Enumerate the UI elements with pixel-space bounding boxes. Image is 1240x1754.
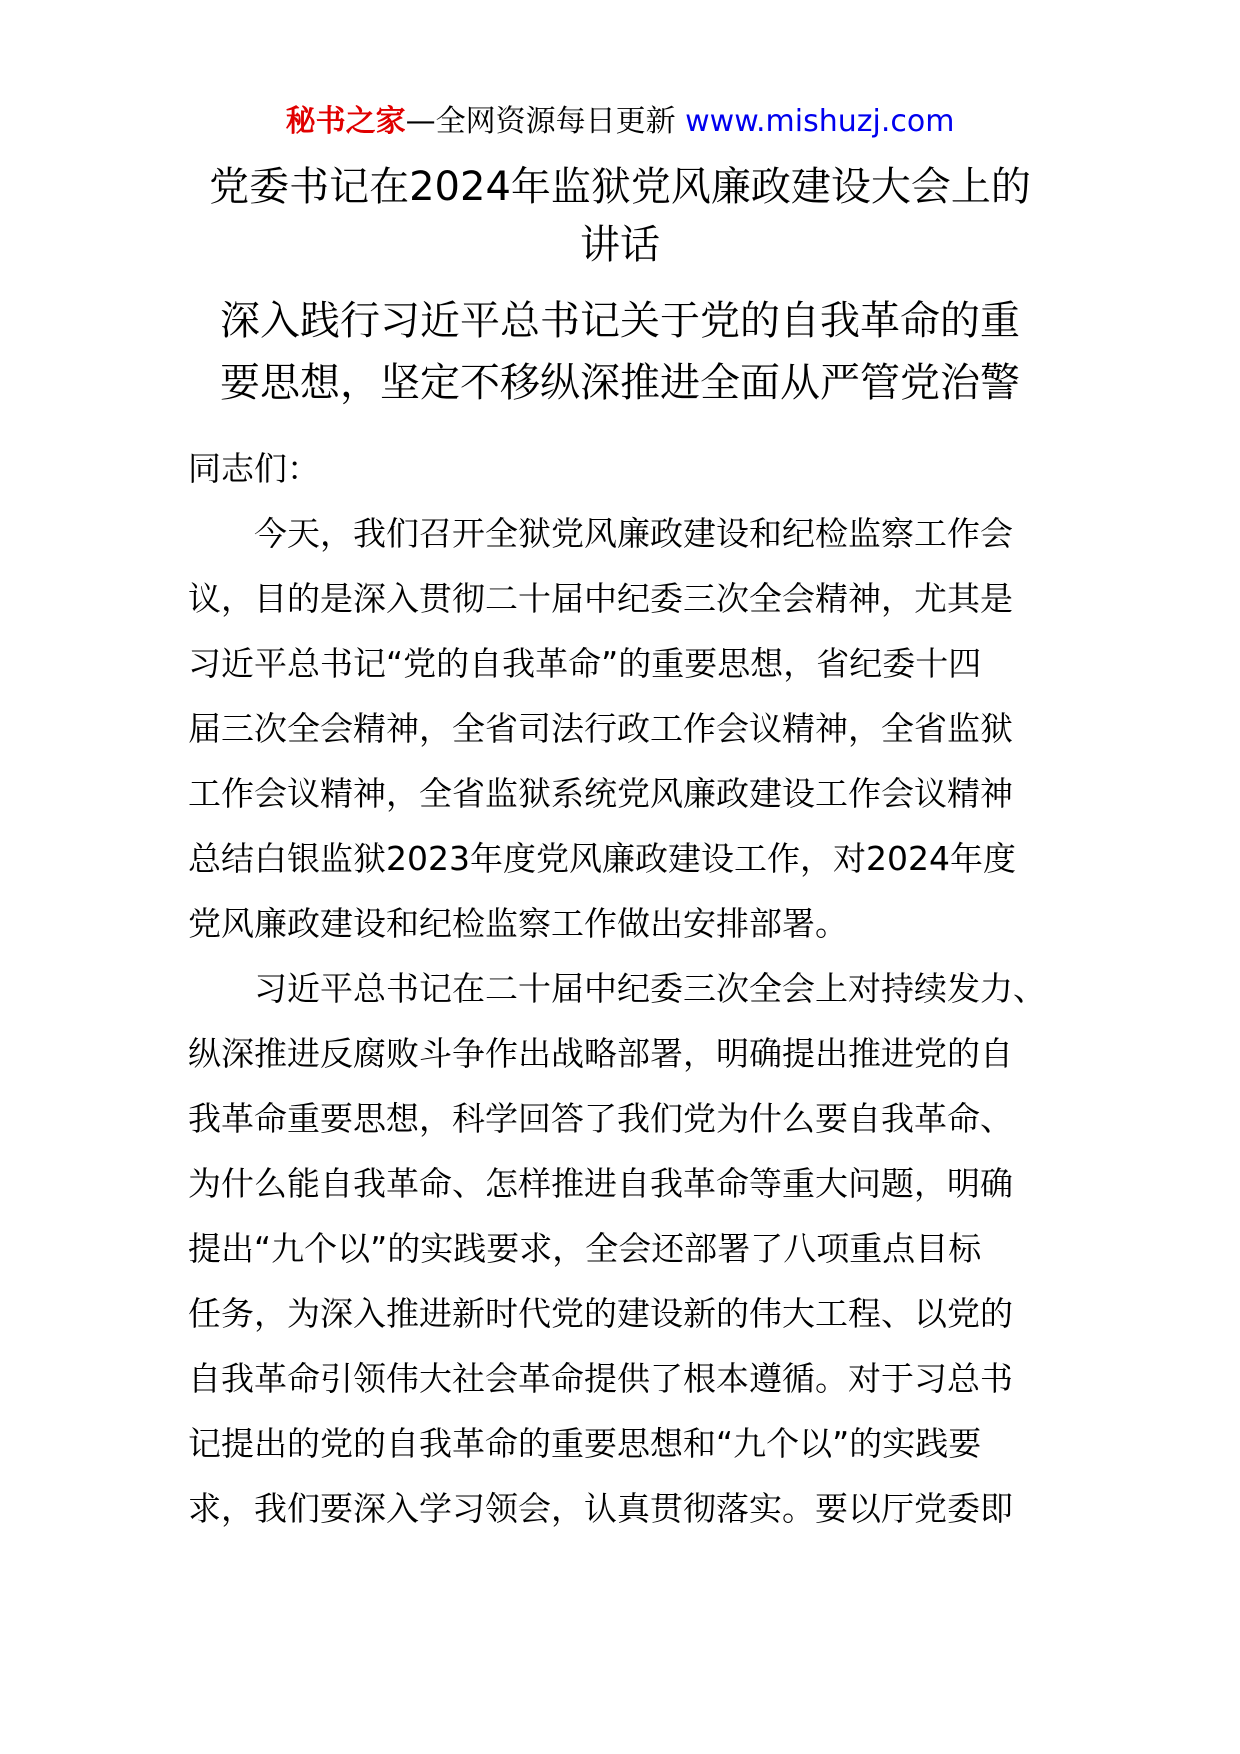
paragraph-line: 提出“九个以”的实践要求，全会还部署了八项重点目标: [188, 1229, 982, 1268]
document-subtitle: [170, 290, 1070, 414]
subtitle-line: 深入践行习近平总书记关于党的自我革命的重: [220, 298, 1020, 344]
salutation: [188, 436, 1068, 501]
document-body: [188, 436, 1068, 1541]
paragraph-line: 习近平总书记“党的自我革命”的重要思想，省纪委十四: [188, 644, 982, 683]
paragraph-line: 总结白银监狱2023年度党风廉政建设工作，对2024年度: [188, 839, 1016, 878]
paragraph-line: 党风廉政建设和纪检监察工作做出安排部署。: [188, 904, 848, 943]
site-tagline: —全网资源每日更新: [405, 104, 676, 139]
paragraph-line: 届三次全会精神，全省司法行政工作会议精神，全省监狱: [188, 709, 1013, 748]
paragraph-line: 工作会议精神，全省监狱系统党风廉政建设工作会议精神: [188, 774, 1013, 813]
paragraph-line: 任务，为深入推进新时代党的建设新的伟大工程、以党的: [188, 1294, 1013, 1333]
paragraph-line: 求，我们要深入学习领会，认真贯彻落实。要以厅党委即: [188, 1489, 1013, 1528]
title-line: 讲话: [580, 222, 660, 268]
paragraph-line: 为什么能自我革命、怎样推进自我革命等重大问题，明确: [188, 1164, 1013, 1203]
salutation-text: 同志们：: [188, 449, 320, 488]
paragraph-line: 自我革命引领伟大社会革命提供了根本遵循。对于习总书: [188, 1359, 1013, 1398]
paragraph-line: 议，目的是深入贯彻二十届中纪委三次全会精神，尤其是: [188, 579, 1013, 618]
paragraph-line: 记提出的党的自我革命的重要思想和“九个以”的实践要: [188, 1424, 982, 1463]
title-line: 党委书记在2024年监狱党风廉政建设大会上的: [209, 164, 1031, 210]
paragraph-line: 习近平总书记在二十届中纪委三次全会上对持续发力、: [254, 969, 1046, 1008]
subtitle-line: 要思想，坚定不移纵深推进全面从严管党治警: [220, 360, 1020, 406]
paragraph-1: [188, 501, 1068, 956]
paragraph-line: 纵深推进反腐败斗争作出战略部署，明确提出推进党的自: [188, 1034, 1013, 1073]
document-title: [170, 158, 1070, 274]
brand-name: 秘书之家: [285, 104, 406, 139]
site-header: [0, 98, 1240, 146]
paragraph-line: 我革命重要思想，科学回答了我们党为什么要自我革命、: [188, 1099, 1013, 1138]
paragraph-line: 今天，我们召开全狱党风廉政建设和纪检监察工作会: [254, 514, 1013, 553]
site-url-link[interactable]: www.mishuzj.com: [685, 104, 955, 139]
paragraph-2: [188, 956, 1068, 1541]
